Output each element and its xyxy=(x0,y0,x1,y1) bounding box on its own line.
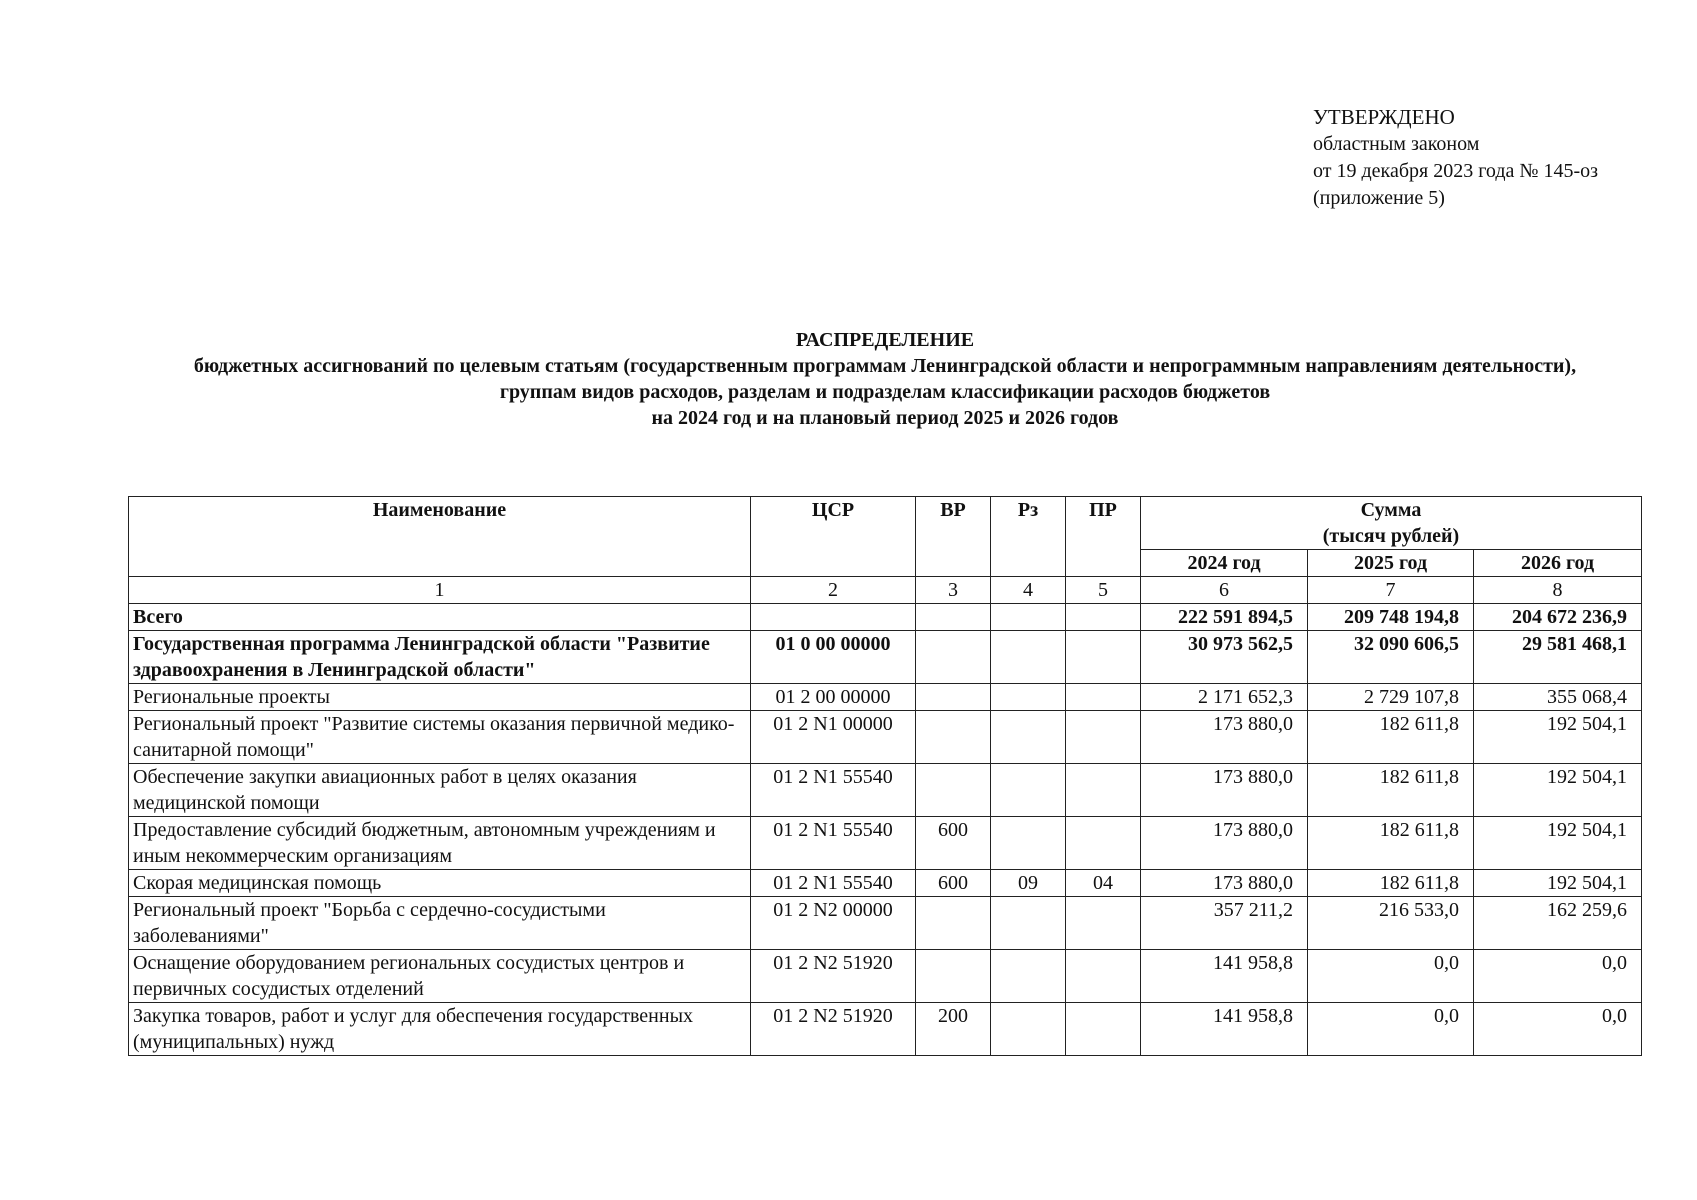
cell-amount-2026: 192 504,1 xyxy=(1474,764,1642,817)
cell-pr xyxy=(1066,631,1141,684)
cell-rz xyxy=(991,950,1066,1003)
approval-line: (приложение 5) xyxy=(1313,187,1445,209)
cell-vr: 600 xyxy=(916,817,991,870)
table-row xyxy=(129,870,1642,897)
cell-csr: 01 2 N1 55540 xyxy=(751,764,916,817)
header-rz: Рз xyxy=(991,497,1066,577)
cell-pr xyxy=(1066,764,1141,817)
cell-name: Всего xyxy=(129,604,751,631)
cell-csr: 01 2 N1 55540 xyxy=(751,817,916,870)
cell-vr xyxy=(916,897,991,950)
cell-vr: 200 xyxy=(916,1003,991,1056)
header-sum-title: Сумма xyxy=(1360,499,1422,521)
cell-vr xyxy=(916,764,991,817)
cell-rz: 09 xyxy=(991,870,1066,897)
table-row xyxy=(129,684,1642,711)
cell-csr: 01 2 00 00000 xyxy=(751,684,916,711)
cell-name: Региональный проект "Развитие системы оказания первичной медико-санитарной помощи" xyxy=(129,711,751,764)
cell-amount-2025: 0,0 xyxy=(1308,1003,1474,1056)
cell-amount-2025: 216 533,0 xyxy=(1308,897,1474,950)
header-year-2025: 2025 год xyxy=(1308,550,1474,577)
column-number: 5 xyxy=(1066,577,1141,604)
cell-pr: 04 xyxy=(1066,870,1141,897)
cell-rz xyxy=(991,764,1066,817)
cell-pr xyxy=(1066,950,1141,1003)
cell-csr: 01 2 N1 55540 xyxy=(751,870,916,897)
header-year-2026: 2026 год xyxy=(1474,550,1642,577)
header-pr: ПР xyxy=(1066,497,1141,577)
cell-csr: 01 0 00 00000 xyxy=(751,631,916,684)
cell-rz xyxy=(991,684,1066,711)
approval-line: областным законом xyxy=(1313,133,1480,155)
cell-name: Региональный проект "Борьба с сердечно-сосудистыми заболеваниями" xyxy=(129,897,751,950)
cell-rz xyxy=(991,1003,1066,1056)
cell-amount-2025: 182 611,8 xyxy=(1308,711,1474,764)
column-number-row xyxy=(129,577,1642,604)
table-row xyxy=(129,711,1642,764)
header-name: Наименование xyxy=(129,497,751,577)
cell-csr xyxy=(751,604,916,631)
cell-amount-2025: 182 611,8 xyxy=(1308,764,1474,817)
cell-amount-2026: 355 068,4 xyxy=(1474,684,1642,711)
column-number: 6 xyxy=(1141,577,1308,604)
cell-vr xyxy=(916,631,991,684)
cell-pr xyxy=(1066,684,1141,711)
approval-stamp xyxy=(1313,104,1598,212)
document-subtitle-line: группам видов расходов, разделам и подразделам классификации расходов бюджетов xyxy=(499,381,1271,403)
cell-rz xyxy=(991,817,1066,870)
approval-line: от 19 декабря 2023 года № 145-оз xyxy=(1313,160,1599,182)
header-sum-unit: (тысяч рублей) xyxy=(1322,525,1460,547)
document-title: РАСПРЕДЕЛЕНИЕ xyxy=(795,329,975,351)
cell-vr xyxy=(916,711,991,764)
cell-amount-2025: 0,0 xyxy=(1308,950,1474,1003)
column-number: 2 xyxy=(751,577,916,604)
cell-name: Скорая медицинская помощь xyxy=(129,870,751,897)
header-vr: ВР xyxy=(916,497,991,577)
cell-pr xyxy=(1066,711,1141,764)
header-year-2024: 2024 год xyxy=(1141,550,1308,577)
table-row xyxy=(129,950,1642,1003)
cell-amount-2026: 29 581 468,1 xyxy=(1474,631,1642,684)
cell-amount-2026: 192 504,1 xyxy=(1474,870,1642,897)
budget-allocation-table xyxy=(128,496,1642,1056)
column-number: 4 xyxy=(991,577,1066,604)
document-subtitle-line: на 2024 год и на плановый период 2025 и 2026 годов xyxy=(651,407,1119,429)
cell-amount-2024: 141 958,8 xyxy=(1141,950,1308,1003)
column-number: 8 xyxy=(1474,577,1642,604)
cell-amount-2026: 192 504,1 xyxy=(1474,711,1642,764)
cell-vr xyxy=(916,604,991,631)
header-sum xyxy=(1141,497,1642,550)
cell-amount-2024: 222 591 894,5 xyxy=(1141,604,1308,631)
cell-rz xyxy=(991,711,1066,764)
table-row xyxy=(129,604,1642,631)
cell-amount-2025: 209 748 194,8 xyxy=(1308,604,1474,631)
document-heading xyxy=(0,327,1697,431)
cell-amount-2024: 173 880,0 xyxy=(1141,711,1308,764)
cell-amount-2025: 182 611,8 xyxy=(1308,870,1474,897)
cell-pr xyxy=(1066,1003,1141,1056)
cell-amount-2024: 30 973 562,5 xyxy=(1141,631,1308,684)
table-row xyxy=(129,1003,1642,1056)
cell-amount-2024: 357 211,2 xyxy=(1141,897,1308,950)
cell-pr xyxy=(1066,817,1141,870)
table-row xyxy=(129,764,1642,817)
cell-amount-2025: 2 729 107,8 xyxy=(1308,684,1474,711)
column-number: 1 xyxy=(129,577,751,604)
cell-csr: 01 2 N1 00000 xyxy=(751,711,916,764)
cell-csr: 01 2 N2 51920 xyxy=(751,1003,916,1056)
cell-amount-2026: 0,0 xyxy=(1474,950,1642,1003)
cell-amount-2024: 173 880,0 xyxy=(1141,870,1308,897)
cell-csr: 01 2 N2 51920 xyxy=(751,950,916,1003)
cell-amount-2025: 182 611,8 xyxy=(1308,817,1474,870)
cell-amount-2024: 141 958,8 xyxy=(1141,1003,1308,1056)
cell-amount-2025: 32 090 606,5 xyxy=(1308,631,1474,684)
cell-vr: 600 xyxy=(916,870,991,897)
table-row xyxy=(129,631,1642,684)
cell-amount-2026: 192 504,1 xyxy=(1474,817,1642,870)
cell-rz xyxy=(991,897,1066,950)
column-number: 3 xyxy=(916,577,991,604)
cell-rz xyxy=(991,604,1066,631)
cell-name: Государственная программа Ленинградской области "Развитие здравоохранения в Ленинградской области" xyxy=(129,631,751,684)
cell-csr: 01 2 N2 00000 xyxy=(751,897,916,950)
cell-amount-2026: 162 259,6 xyxy=(1474,897,1642,950)
document-subtitle-line: бюджетных ассигнований по целевым статьям (государственным программам Ленинградской области и непрограммным направлениям деятельности), xyxy=(193,355,1577,377)
cell-pr xyxy=(1066,897,1141,950)
cell-vr xyxy=(916,950,991,1003)
table-row xyxy=(129,817,1642,870)
cell-pr xyxy=(1066,604,1141,631)
cell-name: Обеспечение закупки авиационных работ в целях оказания медицинской помощи xyxy=(129,764,751,817)
cell-name: Оснащение оборудованием региональных сосудистых центров и первичных сосудистых отделений xyxy=(129,950,751,1003)
cell-amount-2026: 0,0 xyxy=(1474,1003,1642,1056)
cell-amount-2024: 2 171 652,3 xyxy=(1141,684,1308,711)
cell-amount-2024: 173 880,0 xyxy=(1141,817,1308,870)
table-row xyxy=(129,897,1642,950)
header-csr: ЦСР xyxy=(751,497,916,577)
approval-line: УТВЕРЖДЕНО xyxy=(1313,105,1455,129)
cell-name: Предоставление субсидий бюджетным, автономным учреждениям и иным некоммерческим организациям xyxy=(129,817,751,870)
cell-vr xyxy=(916,684,991,711)
column-number: 7 xyxy=(1308,577,1474,604)
cell-amount-2024: 173 880,0 xyxy=(1141,764,1308,817)
cell-name: Закупка товаров, работ и услуг для обеспечения государственных (муниципальных) нужд xyxy=(129,1003,751,1056)
cell-name: Региональные проекты xyxy=(129,684,751,711)
cell-amount-2026: 204 672 236,9 xyxy=(1474,604,1642,631)
cell-rz xyxy=(991,631,1066,684)
